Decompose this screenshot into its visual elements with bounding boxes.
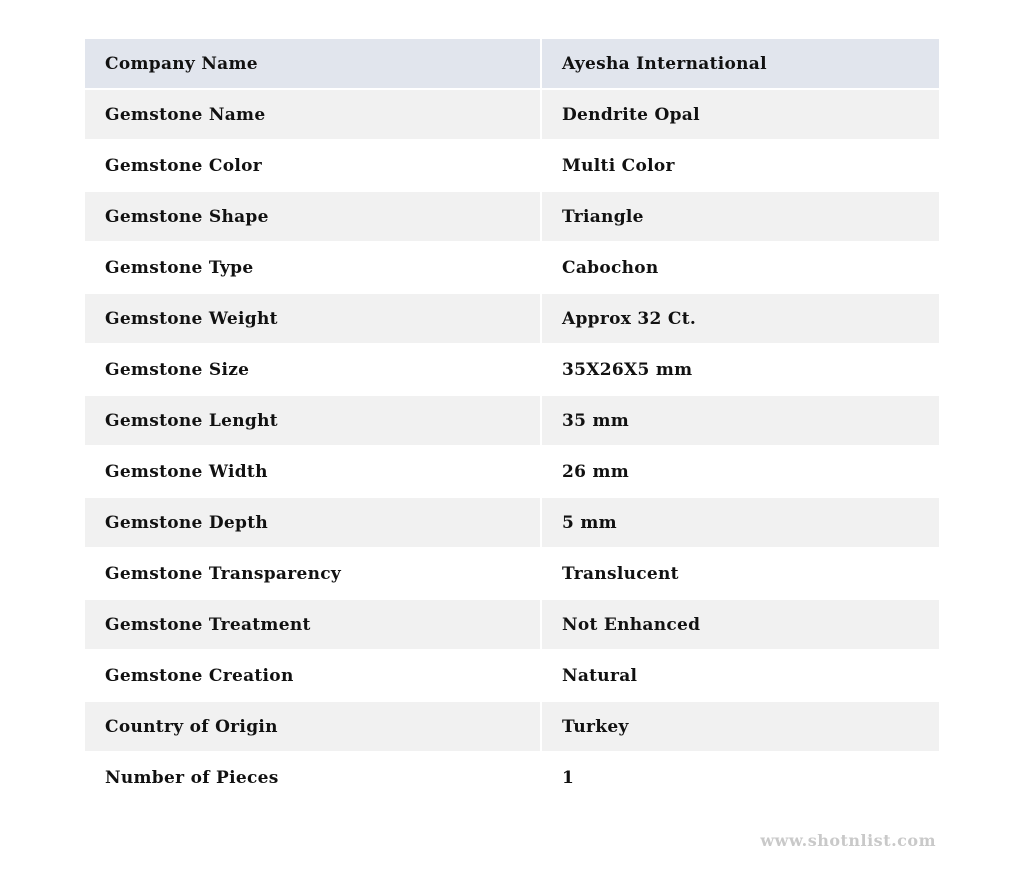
row-value: Approx 32 Ct. [542,294,939,343]
row-value: 35X26X5 mm [542,345,939,394]
row-label: Number of Pieces [85,753,540,802]
table-row-number-of-pieces [85,753,939,802]
table-row-gemstone-width [85,447,939,496]
table-row-gemstone-type [85,243,939,292]
row-value: Not Enhanced [542,600,939,649]
row-value: Dendrite Opal [542,90,939,139]
table-row-gemstone-name [85,90,939,139]
row-label: Gemstone Transparency [85,549,540,598]
table-row-gemstone-creation [85,651,939,700]
table-row-gemstone-size [85,345,939,394]
row-label: Gemstone Color [85,141,540,190]
row-label: Gemstone Name [85,90,540,139]
table-row-country-of-origin [85,702,939,751]
row-value: 5 mm [542,498,939,547]
row-label: Gemstone Depth [85,498,540,547]
row-label: Gemstone Creation [85,651,540,700]
table-row-gemstone-transparency [85,549,939,598]
row-label: Company Name [85,39,540,88]
row-label: Gemstone Shape [85,192,540,241]
row-value: Natural [542,651,939,700]
table-row-gemstone-lenght [85,396,939,445]
row-value: Multi Color [542,141,939,190]
row-label: Gemstone Width [85,447,540,496]
table-row-gemstone-weight [85,294,939,343]
row-label: Gemstone Size [85,345,540,394]
row-value: 26 mm [542,447,939,496]
table-row-gemstone-shape [85,192,939,241]
gemstone-spec-table [85,39,939,804]
table-row-gemstone-treatment [85,600,939,649]
row-value: Triangle [542,192,939,241]
table-row-company-name [85,39,939,88]
watermark-text: www.shotnlist.com [760,831,936,850]
table-row-gemstone-color [85,141,939,190]
row-value: 1 [542,753,939,802]
row-label: Country of Origin [85,702,540,751]
row-value: Turkey [542,702,939,751]
row-value: Ayesha International [542,39,939,88]
row-label: Gemstone Lenght [85,396,540,445]
row-label: Gemstone Treatment [85,600,540,649]
row-label: Gemstone Weight [85,294,540,343]
row-value: Translucent [542,549,939,598]
table-row-gemstone-depth [85,498,939,547]
row-label: Gemstone Type [85,243,540,292]
row-value: 35 mm [542,396,939,445]
row-value: Cabochon [542,243,939,292]
